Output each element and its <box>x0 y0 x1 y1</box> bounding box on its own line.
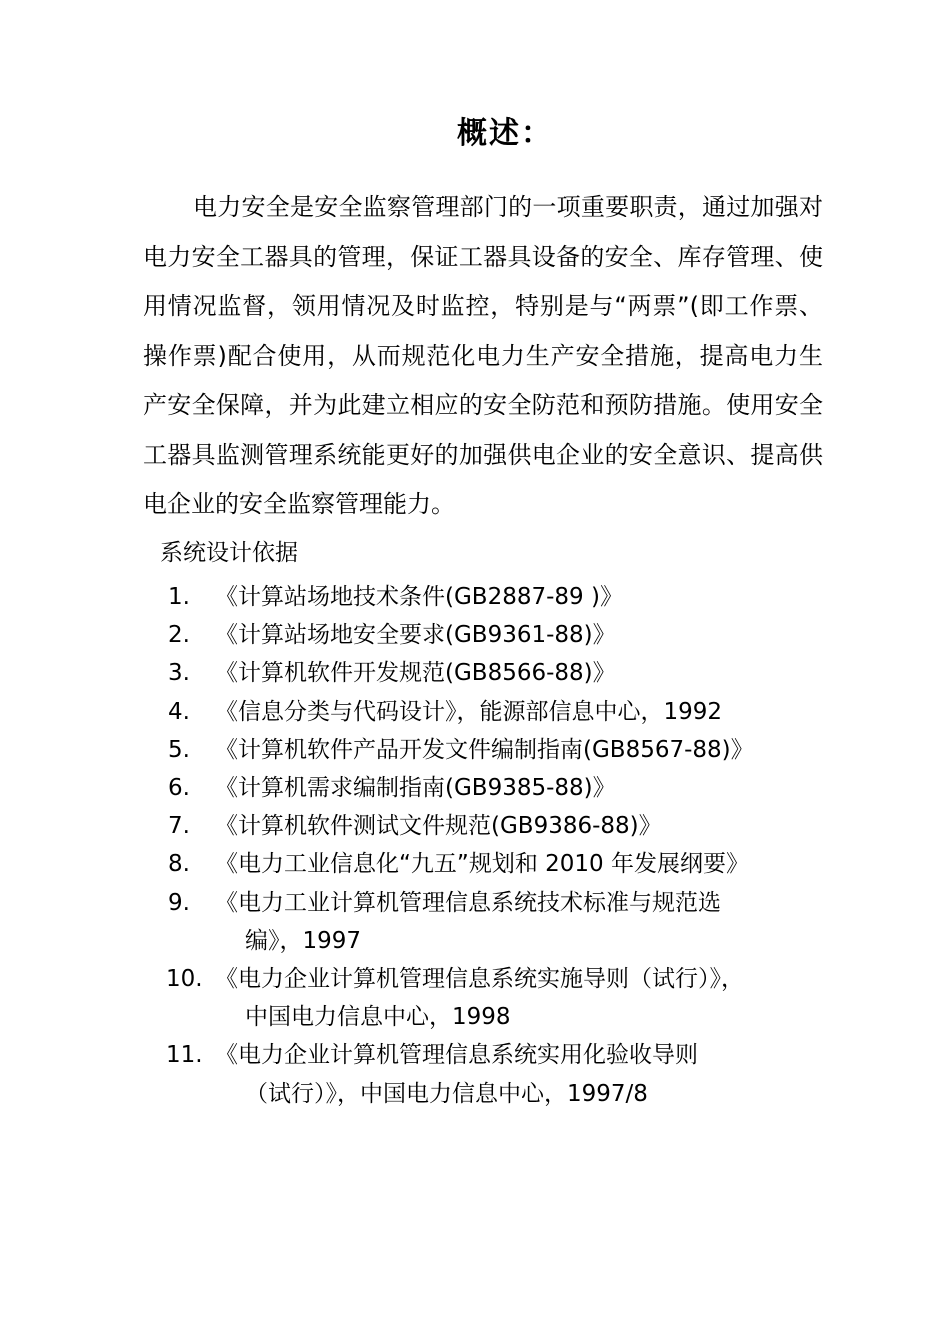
list-item-text: 《计算机软件测试文件规范(GB9386-88)》 <box>215 813 662 840</box>
list-item <box>160 578 820 616</box>
list-item-number: 4. <box>168 698 190 725</box>
list-item <box>160 807 820 845</box>
list-item-number: 3. <box>168 660 190 687</box>
reference-list <box>160 578 820 1113</box>
list-item-number: 10. <box>166 966 203 993</box>
list-item <box>160 1036 820 1112</box>
list-item <box>160 769 820 807</box>
list-item-number: 5. <box>168 736 190 763</box>
list-item-text: 《电力工业计算机管理信息系统技术标准与规范选 <box>215 889 721 916</box>
list-item-continuation: （试行）》，中国电力信息中心，1997/8 <box>245 1080 648 1107</box>
intro-paragraph: 电力安全是安全监察管理部门的一项重要职责，通过加强对电力安全工器具的管理，保证工器具设备的安全、库存管理、使用情况监督，领用情况及时监控，特别是与“两票”(即工作票、操作票)配合使用，从而规范化电力生产安全措施，提高电力生产安全保障，并为此建立相应的安全防范和预防措施。使用安全工器具监测管理系统能更好的加强供电企业的安全意识、提高供电企业的安全监察管理能力。 <box>143 193 823 518</box>
list-item-text: 《计算机软件开发规范(GB8566-88)》 <box>215 660 616 687</box>
list-item-text: 《计算机软件产品开发文件编制指南(GB8567-88)》 <box>215 736 754 763</box>
section-heading: 系统设计依据 <box>160 540 298 566</box>
list-item-number: 6. <box>168 775 190 802</box>
list-item <box>160 693 820 731</box>
list-item-text: 《电力企业计算机管理信息系统实施导则（试行）》， <box>215 966 744 993</box>
list-item-text: 《信息分类与代码设计》，能源部信息中心，1992 <box>215 698 723 725</box>
list-item <box>160 845 820 883</box>
list-item-text: 《计算站场地安全要求(GB9361-88)》 <box>215 622 616 649</box>
list-item-text: 《电力企业计算机管理信息系统实用化验收导则 <box>215 1042 698 1069</box>
list-item <box>160 731 820 769</box>
page-title: 概述： <box>457 116 553 151</box>
list-item-number: 9. <box>168 889 190 916</box>
list-item-number: 11. <box>166 1042 203 1069</box>
list-item <box>160 884 820 960</box>
list-item <box>160 960 820 1036</box>
list-item <box>160 654 820 692</box>
list-item <box>160 616 820 654</box>
list-item-number: 2. <box>168 622 190 649</box>
list-item-text: 《计算机需求编制指南(GB9385-88)》 <box>215 775 616 802</box>
list-item-continuation: 编》，1997 <box>245 927 362 954</box>
list-item-number: 7. <box>168 813 190 840</box>
list-item-number: 8. <box>168 851 190 878</box>
list-item-text: 《计算站场地技术条件(GB2887-89 )》 <box>215 584 623 610</box>
list-item-continuation: 中国电力信息中心，1998 <box>245 1004 511 1031</box>
list-item-number: 1. <box>168 584 190 610</box>
list-item-text: 《电力工业信息化“九五”规划和 2010 年发展纲要》 <box>215 851 749 878</box>
